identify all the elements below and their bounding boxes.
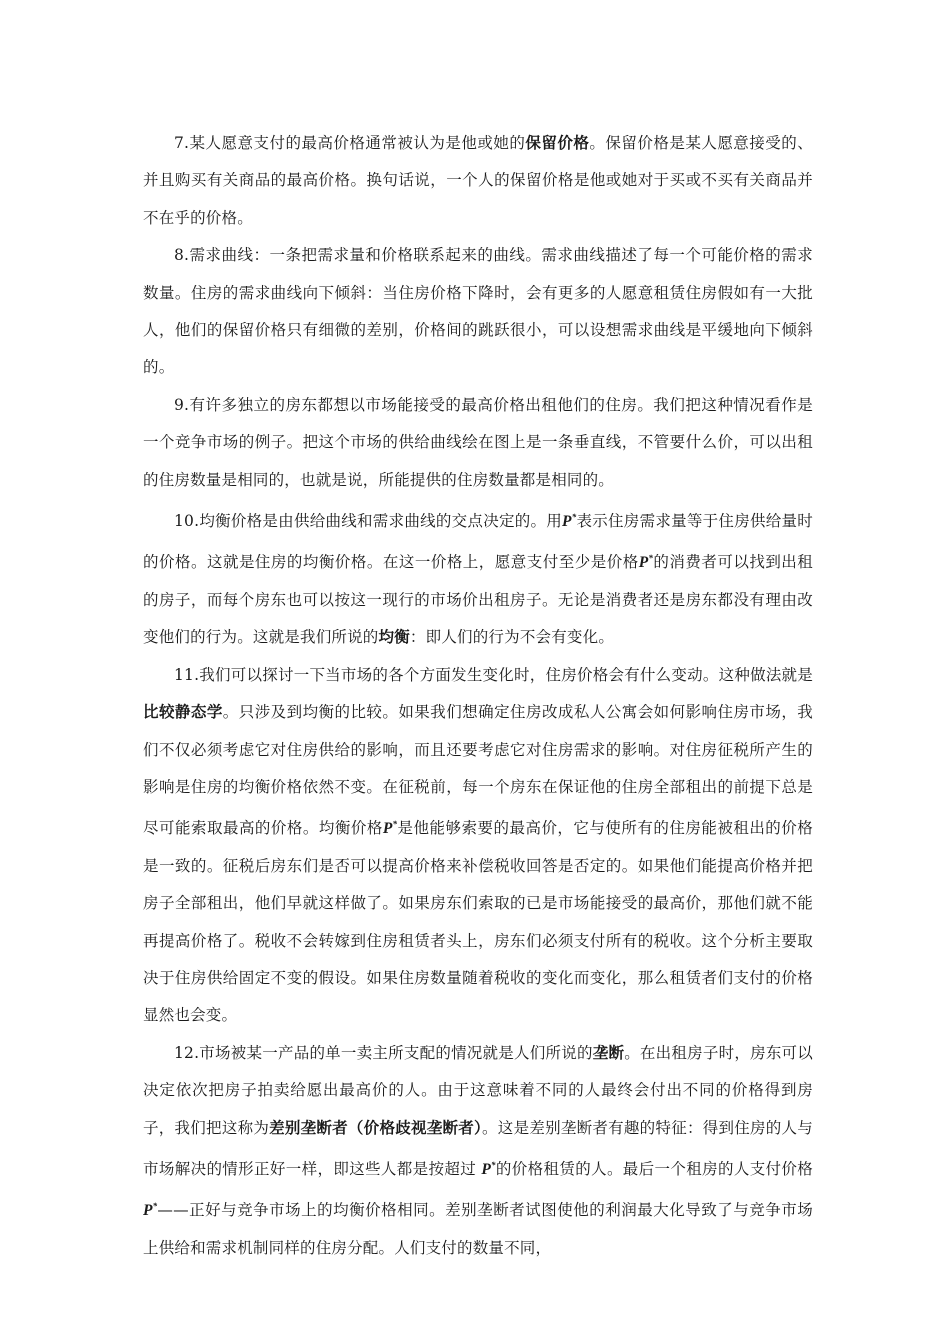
paragraph-8 bbox=[143, 237, 813, 387]
paragraph-12 bbox=[143, 1035, 813, 1267]
p12-text-d: 的价格租赁的人。最后一个租房的人支付价格 bbox=[495, 1159, 813, 1178]
equilibrium-price-symbol bbox=[639, 554, 653, 571]
p8-text: 8.需求曲线：一条把需求量和价格联系起来的曲线。需求曲线描述了每一个可能价格的需求数量。住房的需求曲线向下倾斜：当住房价格下降时，会有更多的人愿意租赁住房假如有一大批人，他们的保留价格只有细微的差别，价格间的跳跃很小，可以设想需求曲线是平缓地向下倾斜的。 bbox=[143, 246, 813, 377]
p12-text-b: 。在出租房子时，房东可以决定依次把房子拍卖给愿出最高价的人。由于这意味着不同的人最终会付出不同的价格得到房子，我们把这称为 bbox=[143, 1043, 813, 1137]
symbol-base: P bbox=[481, 1160, 492, 1178]
term-discriminating-monopolist: 差别垄断者（价格歧视垄断者） bbox=[269, 1118, 483, 1137]
document-body bbox=[143, 125, 813, 1267]
symbol-star: * bbox=[491, 1159, 496, 1170]
term-monopoly: 垄断 bbox=[592, 1043, 625, 1062]
equilibrium-price-symbol bbox=[481, 1161, 495, 1178]
symbol-base: P bbox=[562, 513, 572, 531]
p11-text-b: 。只涉及到均衡的比较。如果我们想确定住房改成私人公寓会如何影响住房市场，我们不仅必须考虑它对住房供给的影响，而且还要考虑它对住房需求的影响。对住房征税所产生的影响是住房的均衡价格依然不变。在征税前，每一个房东在保证他的住房全部租出的前提下总是尽可能索取最高的价格。均衡价格 bbox=[143, 703, 813, 838]
term-comparative-statics: 比较静态学 bbox=[143, 703, 223, 722]
symbol-star: * bbox=[392, 819, 398, 830]
p9-text: 9.有许多独立的房东都想以市场能接受的最高价格出租他们的住房。我们把这种情况看作是一个竞争市场的例子。把这个市场的供给曲线绘在图上是一条垂直线，不管要什么价，可以出租的住房数量是相同的，也就是说，所能提供的住房数量都是相同的。 bbox=[143, 395, 813, 489]
paragraph-11 bbox=[143, 657, 813, 1035]
symbol-base: P bbox=[143, 1202, 153, 1220]
term-reservation-price: 保留价格 bbox=[525, 134, 590, 152]
p11-text-c: 是他能够索要的最高价，它与使所有的住房能被租出的价格是一致的。征税后房东们是否可以提高价格来补偿税收回答是否定的。如果他们能提高价格并把房子全部租出，他们早就这样做了。如果房东们索取的已是市场能接受的最高价，那他们就不能再提高价格了。税收不会转嫁到住房租赁者头上，房东们必须支付所有的税收。这个分析主要取决于住房供给固定不变的假设。如果住房数量随着税收的变化而变化，那么租赁者们支付的价格显然也会变。 bbox=[143, 819, 813, 1025]
symbol-star: * bbox=[152, 1201, 158, 1212]
p10-text-c: 的消费者可以找到出租的房子，而每个房东也可以按这一现行的市场价出租房子。无论是消费者还是房东都没有理由改变他们的行为。这就是我们所说的 bbox=[143, 553, 813, 647]
p10-text-d: ：即人们的行为不会有变化。 bbox=[409, 628, 615, 647]
paragraph-7 bbox=[143, 125, 813, 237]
symbol-base: P bbox=[382, 820, 393, 838]
p12-text-e: ——正好与竞争市场上的均衡价格相同。差别垄断者试图使他的利润最大化导致了与竞争市场上供给和需求机制同样的住房分配。人们支付的数量不同， bbox=[143, 1201, 813, 1257]
symbol-star: * bbox=[648, 553, 654, 564]
term-equilibrium: 均衡 bbox=[378, 628, 410, 647]
p12-text-c: 。这是差别垄断者有趣的特征：得到住房的人与市场解决的情形正好一样，即这些人都是按超过 bbox=[143, 1118, 813, 1178]
p10-text-a: 10.均衡价格是由供给曲线和需求曲线的交点决定的。用 bbox=[174, 512, 563, 531]
equilibrium-price-symbol bbox=[143, 1202, 157, 1219]
symbol-base: P bbox=[638, 554, 649, 572]
paragraph-9 bbox=[143, 387, 813, 499]
equilibrium-price-symbol bbox=[383, 820, 397, 837]
p10-text-b: 表示住房需求量等于住房供给量时的价格。这就是住房的均衡价格。在这一价格上，愿意支付至少是价格 bbox=[143, 512, 813, 572]
p7-text-b: 。保留价格是某人愿意接受的、并且购买有关商品的最高价格。换句话说，一个人的保留价格是他或她对于买或不买有关商品并不在乎的价格。 bbox=[143, 134, 813, 227]
p7-text-a: 7.某人愿意支付的最高价格通常被认为是他或她的 bbox=[174, 134, 526, 152]
p12-text-a: 12.市场被某一产品的单一卖主所支配的情况就是人们所说的 bbox=[174, 1043, 593, 1062]
equilibrium-price-symbol bbox=[562, 513, 576, 530]
paragraph-10 bbox=[143, 499, 813, 657]
symbol-star: * bbox=[571, 512, 577, 523]
p11-text-a: 11.我们可以探讨一下当市场的各个方面发生变化时，住房价格会有什么变动。这种做法就是 bbox=[174, 665, 813, 684]
